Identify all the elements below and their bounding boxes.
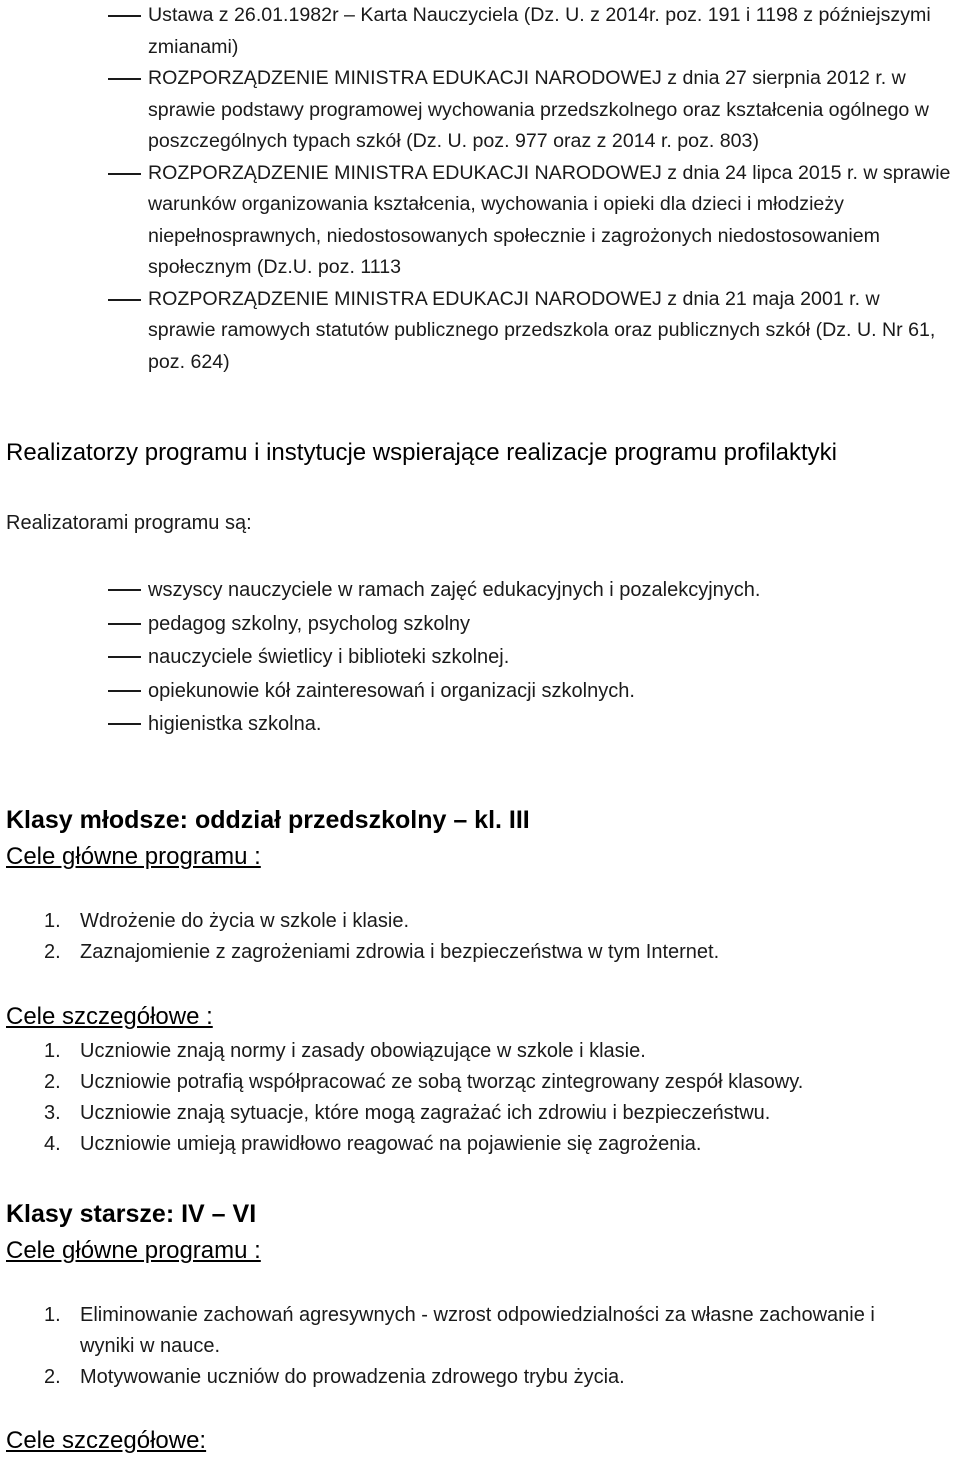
list-item: 1. Uczniowie znają normy i zasady obowiązujące w szkole i klasie. xyxy=(44,1040,646,1062)
legal-basis-list xyxy=(0,0,960,378)
list-item: wszyscy nauczyciele w ramach zajęć edukacyjnych i pozalekcyjnych. xyxy=(0,574,960,608)
goals-list-mlodsze xyxy=(0,906,960,968)
dash-bullet-icon xyxy=(108,723,141,725)
list-item: ROZPORZĄDZENIE MINISTRA EDUKACJI NARODOWEJ z dnia 27 sierpnia 2012 r. w sprawie podstawy programowej wychowania przedszkolnego oraz kształcenia ogólnego w poszczególnych typach szkół (Dz. U. poz. 977 oraz z 2014 r. poz. 803) xyxy=(0,63,960,158)
detailed-heading-starsze: Cele szczegółowe: xyxy=(6,1427,207,1454)
list-item: pedagog szkolny, psycholog szkolny xyxy=(0,608,960,642)
implementers-list xyxy=(0,574,960,742)
list-item: 1. Eliminowanie zachowań agresywnych - wzrost odpowiedzialności za własne zachowanie i wyniki w nauce. xyxy=(44,1304,875,1357)
list-item: 1. Wdrożenie do życia w szkole i klasie. xyxy=(44,910,410,932)
section-heading-klasy-mlodsze: Klasy młodsze: oddział przedszkolny – kl. III xyxy=(6,806,530,834)
detailed-list-mlodsze xyxy=(0,1036,960,1160)
goals-heading-starsze: Cele główne programu : xyxy=(6,1237,261,1264)
list-item: opiekunowie kół zainteresowań i organizacji szkolnych. xyxy=(0,675,960,709)
detailed-heading-mlodsze: Cele szczegółowe : xyxy=(6,1003,213,1030)
section-heading-klasy-starsze: Klasy starsze: IV – VI xyxy=(6,1200,257,1228)
realizatorzy-intro: Realizatorami programu są: xyxy=(6,512,252,534)
list-item: Ustawa z 26.01.1982r – Karta Nauczyciela (Dz. U. z 2014r. poz. 191 i 1198 z późniejszymi zmianami) xyxy=(0,0,960,63)
dash-bullet-icon xyxy=(108,299,141,301)
goals-list-starsze xyxy=(0,1300,960,1393)
dash-bullet-icon xyxy=(108,656,141,658)
dash-bullet-icon xyxy=(108,623,141,625)
dash-bullet-icon xyxy=(108,589,141,591)
goals-heading-mlodsze: Cele główne programu : xyxy=(6,843,261,870)
list-item: higienistka szkolna. xyxy=(0,708,960,742)
dash-bullet-icon xyxy=(108,15,141,17)
dash-bullet-icon xyxy=(108,78,141,80)
list-item: nauczyciele świetlicy i biblioteki szkolnej. xyxy=(0,641,960,675)
list-item: 2. Uczniowie potrafią współpracować ze sobą tworząc zintegrowany zespół klasowy. xyxy=(44,1071,804,1093)
dash-bullet-icon xyxy=(108,173,141,175)
list-item: 2. Zaznajomienie z zagrożeniami zdrowia i bezpieczeństwa w tym Internet. xyxy=(44,941,720,963)
list-item: ROZPORZĄDZENIE MINISTRA EDUKACJI NARODOWEJ z dnia 24 lipca 2015 r. w sprawie warunków organizowania kształcenia, wychowania i opieki dla dzieci i młodzieży niepełnosprawnych, niedostosowanych społecznie i zagrożonych niedostosowaniem społecznym (Dz.U. poz. 1113 xyxy=(0,158,960,284)
list-item: 3. Uczniowie znają sytuacje, które mogą zagrażać ich zdrowiu i bezpieczeństwu. xyxy=(44,1102,771,1124)
list-item: 2. Motywowanie uczniów do prowadzenia zdrowego trybu życia. xyxy=(44,1366,625,1388)
dash-bullet-icon xyxy=(108,690,141,692)
list-item: 4. Uczniowie umieją prawidłowo reagować na pojawienie się zagrożenia. xyxy=(44,1133,702,1155)
list-item: ROZPORZĄDZENIE MINISTRA EDUKACJI NARODOWEJ z dnia 21 maja 2001 r. w sprawie ramowych statutów publicznego przedszkola oraz publicznych szkół (Dz. U. Nr 61, poz. 624) xyxy=(0,284,960,379)
section-heading-realizatorzy: Realizatorzy programu i instytucje wspierające realizacje programu profilaktyki xyxy=(6,439,837,466)
